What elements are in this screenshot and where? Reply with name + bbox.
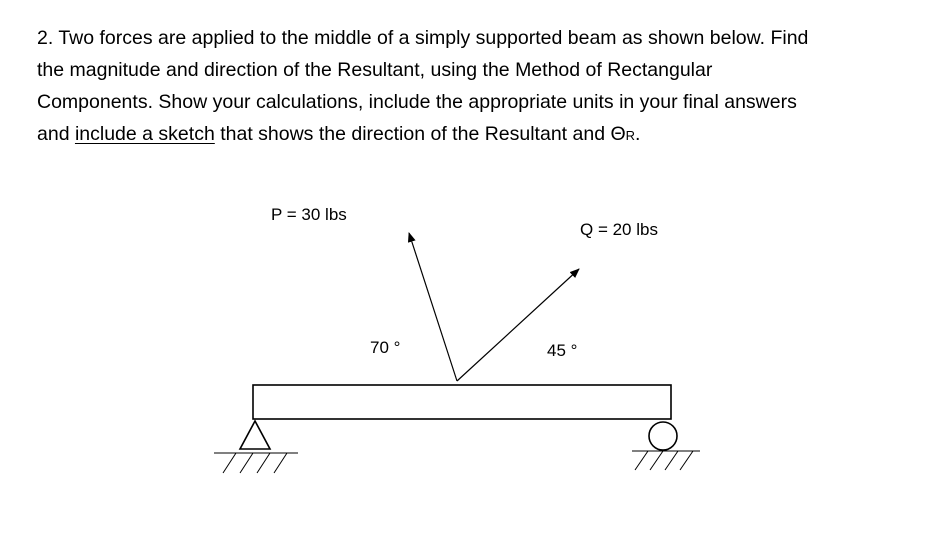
roller-ground-hatch — [635, 451, 693, 470]
beam — [253, 385, 671, 419]
roller-support — [632, 422, 700, 470]
pin-triangle — [240, 421, 270, 449]
force-q-label: Q = 20 lbs — [580, 220, 658, 239]
theta-subscript: R — [625, 128, 636, 143]
pin-ground-hatch — [223, 453, 287, 473]
pin-support — [214, 421, 298, 473]
angle-q-label: 45 ° — [547, 341, 578, 360]
theta-symbol: Θ — [610, 123, 626, 145]
problem-line-3: Components. Show your calculations, include the appropriate units in your final answers — [37, 91, 797, 113]
underlined-phrase: include a sketch — [74, 123, 215, 145]
force-p-label: P = 30 lbs — [271, 205, 347, 224]
angle-p-label: 70 ° — [370, 338, 401, 357]
problem-line-2: the magnitude and direction of the Resultant, using the Method of Rectangular — [37, 59, 713, 81]
problem-line-4-end: . — [635, 123, 641, 145]
force-q-arrow — [457, 269, 579, 381]
problem-line-4-start: and — [37, 123, 75, 145]
problem-line-4-mid: that shows the direction of the Resultant and — [214, 123, 611, 145]
force-p-arrow — [409, 233, 457, 381]
roller-wheel — [649, 422, 677, 450]
problem-line-1: 2. Two forces are applied to the middle of a simply supported beam as shown below. Find — [37, 27, 809, 49]
